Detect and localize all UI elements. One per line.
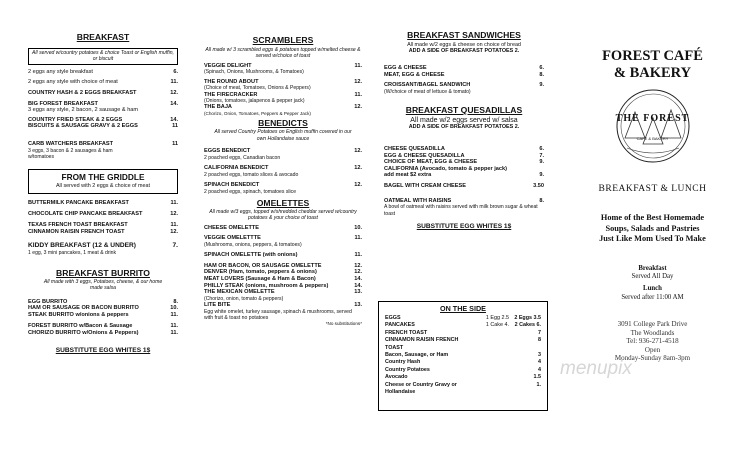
side-item: Bacon, Sausage, or Ham 3: [385, 352, 541, 359]
menu-item-desc: 3 eggs, 3 bacon & 2 sausages & ham w/tomatoes: [28, 147, 113, 160]
menu-item: CALIFORNIA BENEDICT 12.: [204, 165, 362, 172]
side-item: Avocado 1.5: [385, 374, 541, 381]
menu-item-desc: 2 poached eggs, tomato slices & avocado: [204, 171, 299, 178]
side-item: FRENCH TOAST 7: [385, 329, 541, 336]
menu-item: STEAK BURRITO w/onions & peppers 11.: [28, 311, 178, 318]
breakfast-lunch-subtitle: BREAKFAST & LUNCH: [598, 184, 707, 194]
quesadillas-egg-white-note: SUBSTITUTE EGG WHITES 1$: [416, 222, 512, 230]
menu-item: LITE BITE 13.: [204, 302, 362, 309]
quesadillas-desc: All made w/2 eggs served w/ salsa: [410, 117, 518, 125]
menu-item: COUNTRY FRIED STEAK & 2 EGGS 14.: [28, 116, 178, 123]
menu-item-desc: (Choice of meat, Tomatoes, Onions & Peppers): [204, 85, 311, 92]
omelettes-title: OMELETTES: [256, 197, 310, 208]
burrito-egg-white-note: SUBSTITUTE EGG WHITES 1$: [55, 346, 151, 354]
menu-item: CHEESE QUESADILLA 6.: [384, 146, 544, 153]
menu-item-desc: (Onions, tomatoes, jalapenos & pepper jack): [204, 98, 305, 105]
forest-logo: [615, 88, 691, 164]
breakfast-desc: All served w/country potatoes & choice Toast or English muffin, or biscuit: [32, 50, 174, 63]
menu-item: BIG FOREST BREAKFAST 14.: [28, 100, 178, 107]
menu-item: DENVER (Ham, tomato, peppers & onions) 12.: [204, 269, 362, 276]
telephone: Tel: 936-271-4518: [626, 337, 679, 346]
breakfast-desc-box: [28, 48, 178, 65]
side-item: EGGS 1 Egg 2.5 2 Eggs 3.5: [385, 315, 541, 321]
restaurant-name: FOREST CAFÉ: [602, 48, 703, 64]
menu-item: MEAT LOVERS (Sausage & Ham & Bacon) 14.: [204, 275, 362, 282]
benedicts-desc: All served Country Potatoes on English muffin covered in our own Hollandaise sauce: [214, 129, 352, 142]
griddle-title: FROM THE GRIDDLE: [61, 172, 145, 183]
scramblers-desc: All made w/ 3 scrambled eggs & potatoes topped w/melted cheese & served w/choice of toast: [205, 47, 361, 60]
menu-item-desc: (Chorizo, Onion, Tomatoes, Peppers & Pepper Jack): [204, 111, 311, 117]
menu-item: KIDDY BREAKFAST (12 & UNDER) 7.: [28, 241, 178, 249]
menu-item: OATMEAL WITH RAISINS 8.: [384, 197, 544, 204]
opening-hours: Monday-Sunday 8am-3pm: [614, 353, 691, 362]
side-item: Country Hash 4: [385, 359, 541, 366]
logo-text: THE FOREST: [615, 113, 690, 124]
sandwiches-add-side: ADD A SIDE OF BREAKFAST POTATOES 2.: [408, 48, 520, 54]
menu-item: EGG BURRITO 8.: [28, 298, 178, 305]
menu-item: VEGGIE OMELETTTE 11.: [204, 235, 362, 242]
menu-item: CINNAMON RAISIN FRENCH TOAST 12.: [28, 228, 178, 235]
quesadillas-add-side: ADD A SIDE OF BREAKFAST POTATOES 2.: [408, 124, 520, 131]
on-the-side-title: ON THE SIDE: [440, 304, 486, 313]
griddle-box: [28, 169, 178, 194]
scramblers-title: SCRAMBLERS: [252, 35, 314, 45]
menu-item: BISCUITS & SAUSAGE GRAVY & 2 EGGS 11: [28, 123, 178, 130]
menu-item: CROISSANT/BAGEL SANDWICH 9.: [384, 82, 544, 89]
menu-item: FOREST BURRITO w/Bacon & Sausage 11.: [28, 323, 178, 330]
menu-item-desc: (Chorizo, onion, tomato & peppers): [204, 295, 284, 302]
menu-item: CHOCOLATE CHIP PANCAKE BREAKFAST 12.: [28, 210, 178, 217]
menu-item: CARB WATCHERS BREAKFAST 11: [28, 140, 178, 147]
side-item: CINNAMON RAISIN FRENCH TOAST 8: [385, 337, 541, 351]
menu-item: HAM OR SAUSAGE OR BACON BURRITO 10.: [28, 305, 178, 312]
watermark: menupix: [560, 358, 632, 379]
menu-item-desc: 2 poached eggs, spinach, tomatoes slice: [204, 188, 297, 195]
menu-item: 2 eggs any style with choice of meat 11.: [28, 79, 178, 86]
sandwiches-title: BREAKFAST SANDWICHES: [407, 30, 521, 40]
benedicts-title: BENEDICTS: [258, 118, 308, 129]
menu-item: add meat $2 extra 9.: [384, 172, 544, 179]
menu-item-desc: 2 poached eggs, Canadian bacon: [204, 154, 281, 161]
burrito-desc: All made with 3 eggs, Potatoes, cheese, & our home made salsa: [43, 278, 163, 292]
menu-item-desc: A bowl of oatmeal with raisins served with milk brown sugar & wheat toast: [384, 204, 538, 217]
contact-info: [560, 320, 745, 362]
menu-item: HAM OR BACON, OR SAUSAGE OMELETTE 12.: [204, 262, 362, 269]
menu-item: 2 eggs any style breakfast 6.: [28, 68, 178, 75]
address-line-1: 3091 College Park Drive: [617, 320, 688, 329]
menu-item: EGGS BENEDICT 12.: [204, 148, 362, 155]
menu-item: THE ROUND ABOUT 12.: [204, 78, 362, 85]
logo-subtext: CAFE & BAKERY: [636, 136, 669, 141]
column-scramblers: [204, 0, 362, 328]
on-the-side-box: [378, 301, 548, 411]
menu-item: THE FIRECRACKER 11.: [204, 91, 362, 98]
tagline: Home of the Best Homemade Soups, Salads and Pastries Just Like Mom Used To Make: [599, 213, 706, 243]
menu-item: THE BAJA 12.: [204, 104, 362, 111]
menu-item: THE MEXICAN OMELETTE 13.: [204, 289, 362, 296]
menu-item: COUNTRY HASH & 2 EGGS BREAKFAST 12.: [28, 90, 178, 96]
menu-item-desc: (W/choice of meat of lettuce & tomato): [384, 88, 471, 95]
column-breakfast: [28, 0, 178, 354]
column-brand: [560, 0, 745, 379]
menu-item: CHEESE OMELETTE 10.: [204, 224, 362, 231]
menu-item: MEAT, EGG & CHEESE 8.: [384, 71, 544, 78]
menu-item: SPINACH BENEDICT 12.: [204, 181, 362, 188]
menu-item: TEXAS FRENCH TOAST BREAKFAST 11.: [28, 222, 178, 229]
breakfast-title: BREAKFAST: [76, 32, 130, 42]
menu-item-desc: Egg white omelet, turkey sausage, spinach & mushrooms, served with fruit & toast no potatoes: [204, 308, 352, 321]
menu-item: CHORIZO BURRITO w/Onions & Peppers) 11.: [28, 330, 178, 337]
menu-item: EGG & CHEESE QUESADILLA 7.: [384, 152, 544, 159]
hours-info: Breakfast Served All Day Lunch Served after 11:00 AM: [621, 264, 684, 301]
menu-item: CALIFORNIA (Avocado, tomato & pepper jack): [384, 165, 507, 172]
side-item: Country Potatoes 4: [385, 366, 541, 373]
side-item: PANCAKES 1 Cake 4. 2 Cakes 6.: [385, 322, 541, 329]
restaurant-name-line-2: & BAKERY: [613, 65, 692, 81]
quesadillas-title: BREAKFAST QUESADILLAS: [405, 105, 523, 116]
menu-item: VEGGIE DELIGHT 11.: [204, 62, 362, 69]
menu-item: BAGEL WITH CREAM CHEESE 3.50: [384, 183, 544, 190]
open-label: Open: [644, 345, 661, 354]
menu-item: SPINACH OMELETTE (with onions) 11.: [204, 252, 362, 259]
address-line-2: The Woodlands: [630, 328, 675, 337]
menu-item: EGG & CHEESE 6.: [384, 65, 544, 71]
menu-item-desc: 3 eggs any style, 2 bacon, 2 sausage & ham: [28, 107, 139, 114]
sandwiches-desc: All made w/2 eggs & cheese on choice of bread: [407, 42, 521, 48]
omelettes-desc: All made w/3 eggs, topped w/shredded cheddar served w/country potatoes & your choice of toast: [209, 208, 357, 222]
side-item: Cheese or Country Gravy or Hollandaise 1.: [385, 381, 541, 396]
column-sandwiches: [384, 0, 544, 396]
menu-item: BUTTERMILK PANCAKE BREAKFAST 11.: [28, 200, 178, 207]
tree-logo-icon: [615, 88, 691, 164]
menu-item-desc: 1 egg, 3 mini pancakes, 1 meat & drink: [28, 249, 117, 256]
menu-item-desc: (Mushrooms, onions, peppers, & tomatoes): [204, 241, 302, 248]
griddle-desc: All served with 2 eggs & choice of meat: [55, 183, 151, 190]
no-substitutions-note: *No substitutions*: [325, 321, 362, 327]
burrito-title: BREAKFAST BURRITO: [56, 267, 150, 278]
menu-item-desc: (Spinach, Onions, Mushrooms, & Tomatoes): [204, 69, 304, 76]
menu-item: CHOICE OF MEAT, EGG & CHEESE 9.: [384, 159, 544, 166]
menu-item: PHILLY STEAK (onions, mushroom & peppers) 14.: [204, 282, 362, 289]
